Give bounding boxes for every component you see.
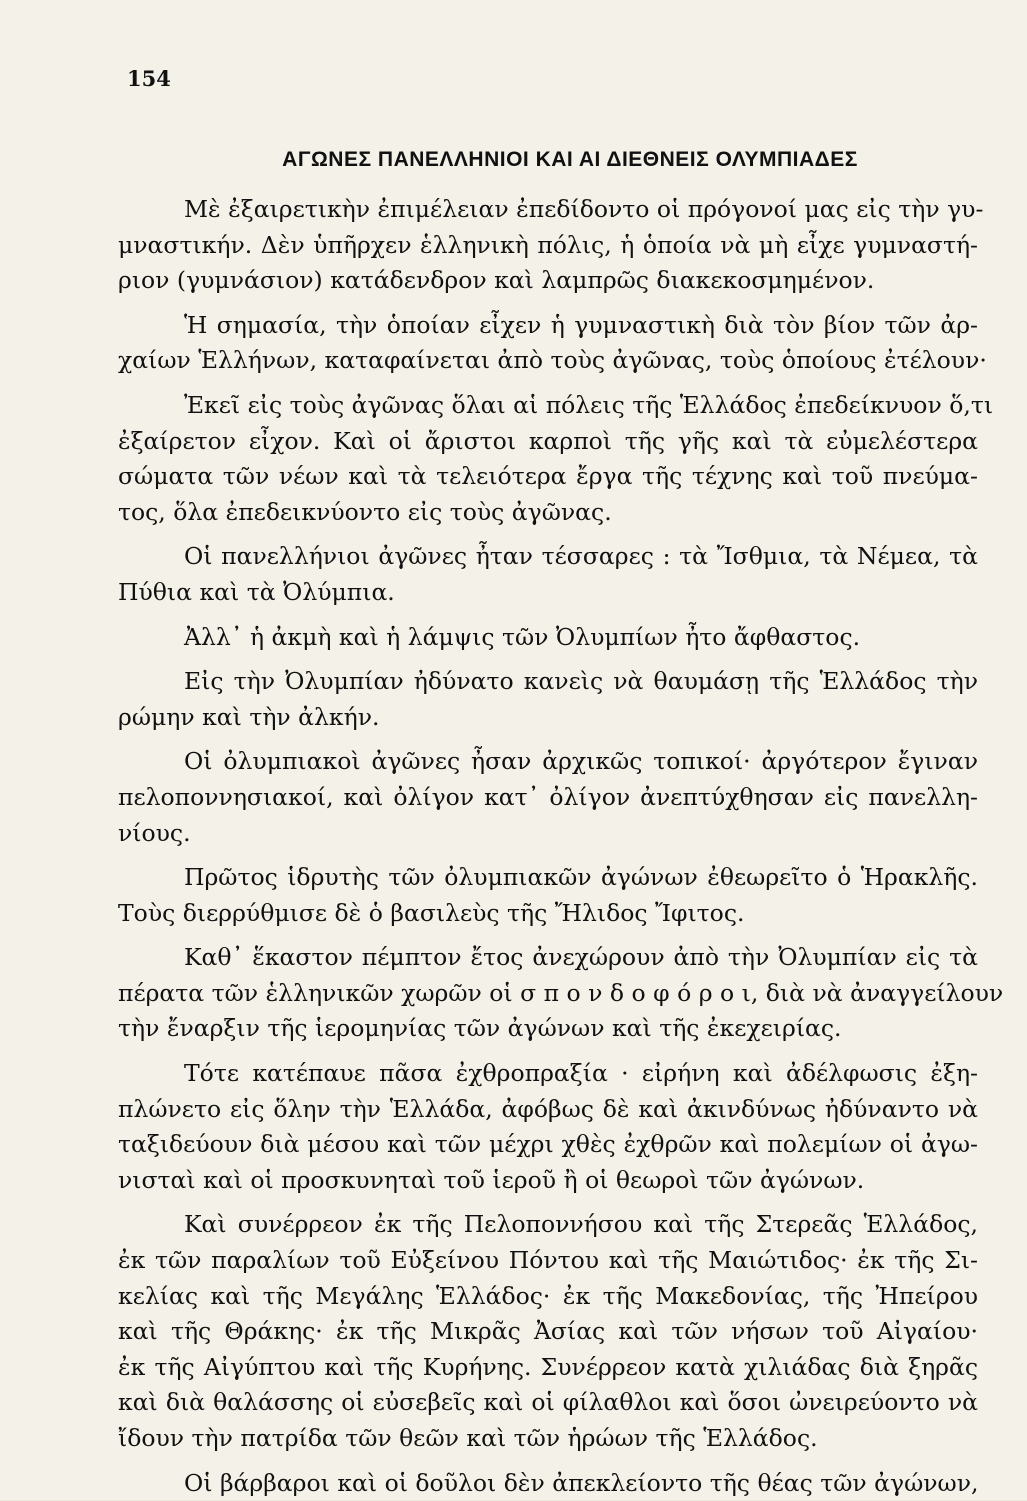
paragraph <box>118 308 987 379</box>
paragraph <box>118 539 978 610</box>
text-line: ταξιδεύουν διὰ μέσου καὶ τῶν μέχρι χθὲς ἐχθρῶν καὶ πολεμίων οἱ ἀγω- <box>118 1130 978 1159</box>
paragraph <box>118 860 978 931</box>
text-line: Τότε κατέπαυε πᾶσα ἐχθροπραξία · εἰρήνη καὶ ἀδέλφωσις ἐξη- <box>184 1059 978 1088</box>
paragraph <box>118 940 1004 1047</box>
text-line: Πύθια καὶ τὰ Ὀλύμπια. <box>118 577 395 606</box>
text-line: ἐκ τῆς Αἰγύπτου καὶ τῆς Κυρήνης. Συνέρρεον κατὰ χιλιάδας διὰ ξηρᾶς <box>118 1352 978 1381</box>
paragraph <box>118 1466 978 1501</box>
text-line: Ἐκεῖ εἰς τοὺς ἀγῶνας ὅλαι αἱ πόλεις τῆς Ἑλλάδος ἐπεδείκνυον ὅ,τι <box>184 390 994 419</box>
text-line: ριον (γυμνάσιον) κατάδενδρον καὶ λαμπρῶς διακεκοσμημένον. <box>118 266 875 295</box>
text-line: Πρῶτος ἱδρυτὴς τῶν ὀλυμπιακῶν ἀγώνων ἐθεωρεῖτο ὁ Ἡρακλῆς. <box>184 863 978 892</box>
text-line: σώματα τῶν νέων καὶ τὰ τελειότερα ἔργα τῆς τέχνης καὶ τοῦ πνεύμα- <box>118 462 978 491</box>
text-line: τὴν ἔναρξιν τῆς ἱερομηνίας τῶν ἀγώνων καὶ τῆς ἐκεχειρίας. <box>118 1014 842 1043</box>
text-line: μναστικήν. Δὲν ὑπῆρχεν ἑλληνικὴ πόλις, ἡ ὁποία νὰ μὴ εἶχε γυμναστή- <box>118 230 978 259</box>
text-line: καὶ διὰ θαλάσσης οἱ εὐσεβεῖς καὶ οἱ φίλαθλοι καὶ ὅσοι ὠνειρεύοντο νὰ <box>118 1388 978 1417</box>
text-line: Ἀλλ᾽ ἡ ἀκμὴ καὶ ἡ λάμψις τῶν Ὀλυμπίων ἦτο ἄφθαστος. <box>184 622 861 651</box>
page-number: 154 <box>127 66 171 91</box>
text-line: ἐκ τῶν παραλίων τοῦ Εὐξείνου Πόντου καὶ τῆς Μαιώτιδος· ἐκ τῆς Σι- <box>118 1246 978 1275</box>
text-line: Καὶ συνέρρεον ἐκ τῆς Πελοποννήσου καὶ τῆς Στερεᾶς Ἑλλάδος, <box>184 1210 978 1239</box>
text-line: νίους. <box>118 818 191 847</box>
paragraph <box>118 744 978 851</box>
paragraph <box>118 388 994 530</box>
text-line: πέρατα τῶν ἑλληνικῶν χωρῶν οἱ σ π ο ν δ ο φ ό ρ ο ι, διὰ νὰ ἀναγγείλουν <box>118 978 1004 1007</box>
text-line: πλώνετο εἰς ὅλην τὴν Ἑλλάδα, ἀφόβως δὲ καὶ ἀκινδύνως ἠδύναντο νὰ <box>118 1094 978 1123</box>
paragraph <box>118 1056 978 1198</box>
text-line: πελοποννησιακοί, καὶ ὀλίγον κατ᾽ ὀλίγον ἀνεπτύχθησαν εἰς πανελλη- <box>118 782 978 811</box>
text-line: Καθ᾽ ἕκαστον πέμπτον ἔτος ἀνεχώρουν ἀπὸ τὴν Ὀλυμπίαν εἰς τὰ <box>184 943 978 972</box>
text-line: Οἱ πανελλήνιοι ἀγῶνες ἦταν τέσσαρες : τὰ Ἴσθμια, τὰ Νέμεα, τὰ <box>184 542 978 571</box>
text-line: χαίων Ἑλλήνων, καταφαίνεται ἀπὸ τοὺς ἀγῶνας, τοὺς ὁποίους ἐτέλουν· <box>118 346 987 375</box>
chapter-heading: ΑΓΩΝΕΣ ΠΑΝΕΛΛΗΝΙΟΙ ΚΑΙ ΑΙ ΔΙΕΘΝΕΙΣ ΟΛΥΜΠΙΑΔΕΣ <box>282 148 858 171</box>
paragraph <box>118 664 978 735</box>
paragraph <box>118 192 984 299</box>
text-line: κελίας καὶ τῆς Μεγάλης Ἑλλάδος· ἐκ τῆς Μακεδονίας, τῆς Ἠπείρου <box>118 1281 978 1310</box>
text-line: ἐξαίρετον εἶχον. Καὶ οἱ ἄριστοι καρποὶ τῆς γῆς καὶ τὰ εὐμελέστερα <box>118 426 978 455</box>
paragraph <box>118 1207 978 1456</box>
text-line: Μὲ ἐξαιρετικὴν ἐπιμέλειαν ἐπεδίδοντο οἱ πρόγονοί μας εἰς τὴν γυ- <box>184 195 984 223</box>
text-line: Τοὺς διερρύθμισε δὲ ὁ βασιλεὺς τῆς Ἤλιδος Ἴφιτος. <box>118 898 745 927</box>
text-line: Οἱ βάρβαροι καὶ οἱ δοῦλοι δὲν ἀπεκλείοντο τῆς θέας τῶν ἀγώνων, <box>184 1468 979 1497</box>
text-line: Οἱ ὀλυμπιακοὶ ἀγῶνες ἦσαν ἀρχικῶς τοπικοί· ἀργότερον ἔγιναν <box>184 747 978 776</box>
text-line: Εἰς τὴν Ὀλυμπίαν ἠδύνατο κανεὶς νὰ θαυμάσῃ τῆς Ἑλλάδος τὴν <box>184 667 978 696</box>
body-text <box>118 192 1004 1501</box>
paragraph <box>118 620 978 656</box>
text-line: ἴδουν τὴν πατρίδα τῶν θεῶν καὶ τῶν ἡρώων τῆς Ἑλλάδος. <box>118 1424 818 1452</box>
text-line: νισταὶ καὶ οἱ προσκυνηταὶ τοῦ ἱεροῦ ἢ οἱ θεωροὶ τῶν ἀγώνων. <box>118 1165 865 1194</box>
text-line: Ἡ σημασία, τὴν ὁποίαν εἶχεν ἡ γυμναστικὴ διὰ τὸν βίον τῶν ἀρ- <box>184 310 978 339</box>
text-line: καὶ τῆς Θράκης· ἐκ τῆς Μικρᾶς Ἀσίας καὶ τῶν νήσων τοῦ Αἰγαίου· <box>118 1317 978 1346</box>
text-line: τος, ὅλα ἐπεδεικνύοντο εἰς τοὺς ἀγῶνας. <box>118 497 612 526</box>
text-line: ρώμην καὶ τὴν ἀλκήν. <box>118 702 380 731</box>
